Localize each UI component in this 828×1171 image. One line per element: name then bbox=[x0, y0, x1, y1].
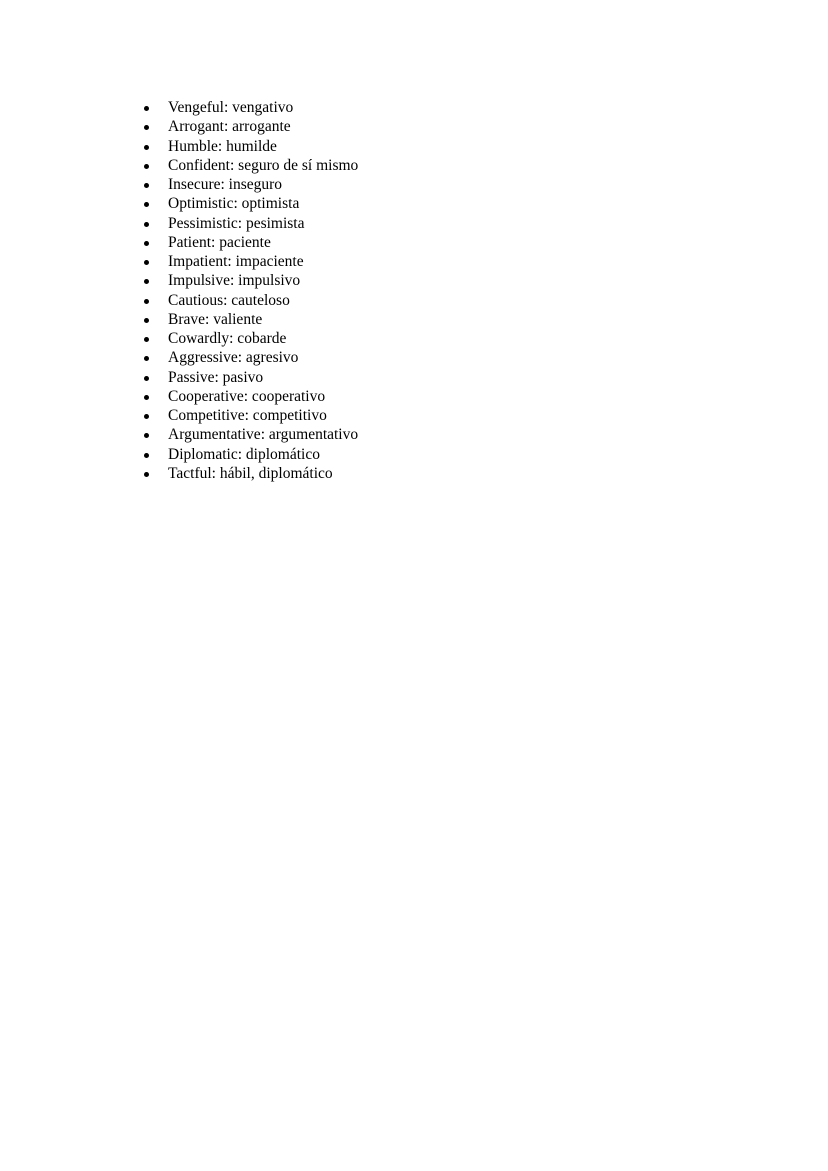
bullet-icon bbox=[144, 453, 149, 458]
bullet-icon bbox=[144, 376, 149, 381]
list-item-text: Pessimistic: pesimista bbox=[168, 214, 305, 232]
list-item-text: Insecure: inseguro bbox=[168, 176, 283, 193]
list-item-text: Cowardly: cobarde bbox=[168, 330, 287, 347]
bullet-icon bbox=[144, 202, 149, 207]
bullet-icon bbox=[144, 106, 149, 111]
list-item-text: Confident: seguro de sí mismo bbox=[168, 156, 359, 174]
bullet-icon bbox=[144, 299, 149, 304]
list-item-text: Aggressive: agresivo bbox=[168, 349, 299, 367]
list-item-text: Argumentative: argumentativo bbox=[168, 426, 359, 444]
bullet-icon bbox=[144, 279, 149, 284]
bullet-icon bbox=[144, 125, 149, 130]
bullet-icon bbox=[144, 356, 149, 361]
list-item-text: Arrogant: arrogante bbox=[168, 118, 291, 136]
list-item-text: Optimistic: optimista bbox=[168, 195, 300, 213]
bullet-icon bbox=[144, 241, 149, 246]
bullet-icon bbox=[144, 164, 149, 169]
bullet-icon bbox=[144, 222, 149, 227]
list-item-text: Diplomatic: diplomático bbox=[168, 445, 320, 463]
bullet-icon bbox=[144, 318, 149, 323]
list-item-text: Impulsive: impulsivo bbox=[168, 272, 301, 290]
bullet-icon bbox=[144, 414, 149, 419]
bullet-icon bbox=[144, 260, 149, 265]
bullet-icon bbox=[144, 395, 149, 400]
list-item-text: Impatient: impaciente bbox=[168, 253, 304, 270]
list-item-text: Vengeful: vengativo bbox=[168, 99, 294, 116]
list-item-text: Patient: paciente bbox=[168, 233, 271, 251]
bullet-icon bbox=[144, 433, 149, 438]
list-item-text: Cautious: cauteloso bbox=[168, 291, 290, 309]
bullet-icon bbox=[144, 145, 149, 150]
list-item-text: Passive: pasivo bbox=[168, 368, 264, 386]
bullet-icon bbox=[144, 472, 149, 477]
list-item-text: Brave: valiente bbox=[168, 310, 263, 328]
list-item-text: Competitive: competitivo bbox=[168, 407, 327, 424]
list-item-text: Cooperative: cooperativo bbox=[168, 387, 326, 405]
list-item-text: Tactful: hábil, diplomático bbox=[168, 464, 333, 482]
list-item-text: Humble: humilde bbox=[168, 137, 277, 155]
bullet-icon bbox=[144, 183, 149, 188]
bullet-icon bbox=[144, 337, 149, 342]
